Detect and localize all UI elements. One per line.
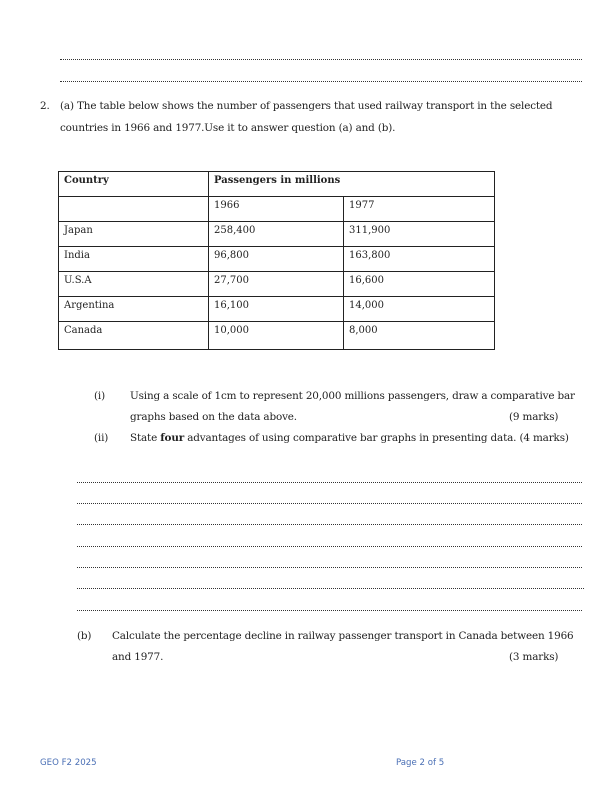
header-country: Country bbox=[59, 172, 209, 197]
table-row bbox=[59, 272, 495, 297]
subquestion-i-line2: graphs based on the data above. bbox=[130, 411, 297, 423]
header-passengers: Passengers in millions bbox=[209, 172, 495, 197]
answer-line bbox=[77, 503, 582, 504]
years-blank-cell bbox=[59, 197, 209, 222]
year-1966: 1966 bbox=[209, 197, 344, 222]
table-row bbox=[59, 247, 495, 272]
table-header-row bbox=[59, 172, 495, 197]
table-row bbox=[59, 322, 495, 350]
answer-line bbox=[77, 588, 584, 589]
subquestion-i-line1: Using a scale of 1cm to represent 20,000 millions passengers, draw a comparative bar bbox=[130, 390, 575, 402]
table-row bbox=[59, 297, 495, 322]
question-number: 2. bbox=[40, 100, 50, 112]
subquestion-i-label: (i) bbox=[94, 390, 105, 402]
answer-line bbox=[77, 482, 582, 483]
subquestion-i-marks: (9 marks) bbox=[509, 411, 559, 423]
value-1966-cell: 27,700 bbox=[209, 272, 344, 297]
footer-course-code: GEO F2 2025 bbox=[40, 758, 97, 768]
value-1966-cell: 10,000 bbox=[209, 322, 344, 350]
value-1977-cell: 8,000 bbox=[344, 322, 495, 350]
answer-line bbox=[60, 81, 582, 82]
subquestion-ii-bold-word: four bbox=[160, 432, 185, 444]
part-b-label: (b) bbox=[77, 630, 92, 642]
table-years-row bbox=[59, 197, 495, 222]
country-cell: Argentina bbox=[59, 297, 209, 322]
answer-line bbox=[77, 546, 582, 547]
answer-line bbox=[77, 610, 582, 611]
answer-line bbox=[77, 524, 582, 525]
value-1977-cell: 163,800 bbox=[344, 247, 495, 272]
country-cell: Canada bbox=[59, 322, 209, 350]
part-b-marks: (3 marks) bbox=[509, 651, 559, 663]
subquestion-ii-text bbox=[130, 432, 569, 445]
country-cell: India bbox=[59, 247, 209, 272]
value-1966-cell: 16,100 bbox=[209, 297, 344, 322]
value-1977-cell: 14,000 bbox=[344, 297, 495, 322]
passengers-table bbox=[58, 171, 495, 350]
part-b-line1: Calculate the percentage decline in railway passenger transport in Canada between 1966 bbox=[112, 630, 574, 642]
question-intro-line2: countries in 1966 and 1977.Use it to answer question (a) and (b). bbox=[60, 122, 396, 134]
year-1977: 1977 bbox=[344, 197, 495, 222]
question-intro-line1: (a) The table below shows the number of passengers that used railway transport in the selected bbox=[60, 100, 553, 112]
country-cell: U.S.A bbox=[59, 272, 209, 297]
table-row bbox=[59, 222, 495, 247]
part-b-line2: and 1977. bbox=[112, 651, 164, 663]
answer-line bbox=[77, 567, 582, 568]
subquestion-ii-text-after: advantages of using comparative bar graphs in presenting data. (4 marks) bbox=[184, 432, 569, 444]
value-1966-cell: 258,400 bbox=[209, 222, 344, 247]
value-1977-cell: 311,900 bbox=[344, 222, 495, 247]
subquestion-ii-text-before: State bbox=[130, 432, 161, 444]
answer-line bbox=[60, 59, 582, 60]
footer-page-number: Page 2 of 5 bbox=[396, 758, 445, 768]
value-1977-cell: 16,600 bbox=[344, 272, 495, 297]
country-cell: Japan bbox=[59, 222, 209, 247]
subquestion-ii-label: (ii) bbox=[94, 432, 109, 444]
value-1966-cell: 96,800 bbox=[209, 247, 344, 272]
